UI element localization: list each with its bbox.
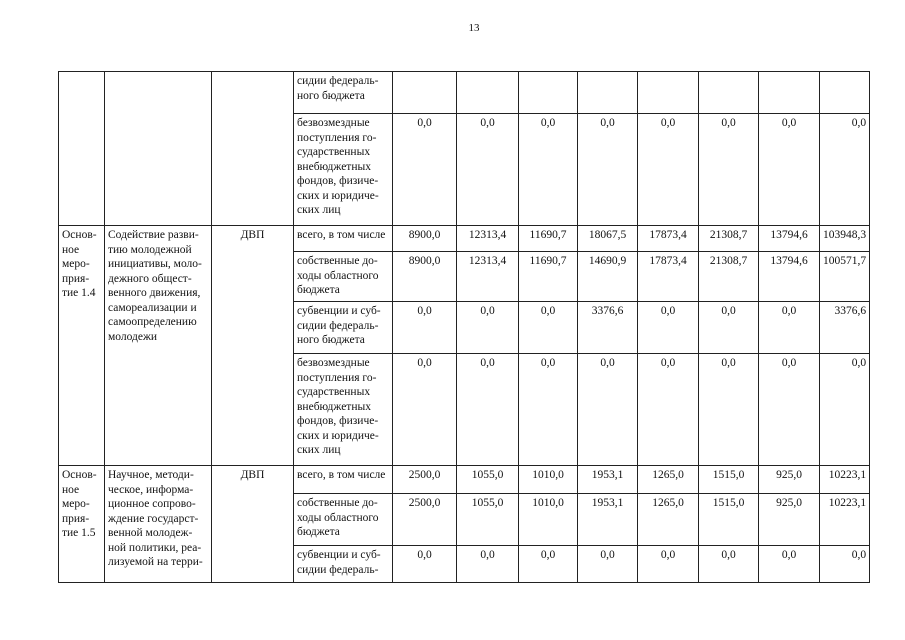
- total-value-cell: 100571,7: [820, 252, 870, 302]
- executor-cell: [212, 72, 294, 226]
- value-cell: 0,0: [759, 302, 820, 354]
- value-cell: 0,0: [393, 546, 457, 583]
- budget-table: [58, 71, 870, 583]
- value-cell: 0,0: [519, 302, 578, 354]
- measure-name-cell: Содействие разви- тию молодежной инициативы, моло- дежного общест- венного движения, самореализации и самоопределению молодежи: [105, 226, 212, 466]
- value-cell: 1515,0: [699, 494, 759, 546]
- funding-source-cell: собственные до- ходы областного бюджета: [294, 494, 393, 546]
- measure-name-cell: Научное, методи- ческое, информа- ционное сопрово- ждение государст- венной молодеж- ной политики, реа- лизуемой на терри-: [105, 466, 212, 583]
- value-cell: 925,0: [759, 466, 820, 494]
- table-row: [59, 466, 870, 494]
- value-cell: 0,0: [759, 546, 820, 583]
- value-cell: 925,0: [759, 494, 820, 546]
- value-cell: 17873,4: [638, 226, 699, 252]
- measure-code-cell: Основ- ное меро- прия- тие 1.4: [59, 226, 105, 466]
- value-cell: [638, 72, 699, 114]
- value-cell: 0,0: [759, 114, 820, 226]
- value-cell: [759, 72, 820, 114]
- total-value-cell: 0,0: [820, 354, 870, 466]
- value-cell: 0,0: [759, 354, 820, 466]
- total-value-cell: 10223,1: [820, 466, 870, 494]
- value-cell: 13794,6: [759, 252, 820, 302]
- value-cell: 11690,7: [519, 226, 578, 252]
- value-cell: 0,0: [519, 546, 578, 583]
- total-value-cell: 10223,1: [820, 494, 870, 546]
- funding-source-cell: безвозмездные поступления го- сударственных внебюджетных фондов, физиче- ских и юридиче- ских лиц: [294, 354, 393, 466]
- value-cell: 12313,4: [457, 252, 519, 302]
- funding-source-cell: всего, в том числе: [294, 466, 393, 494]
- value-cell: 0,0: [393, 354, 457, 466]
- table-row: [59, 226, 870, 252]
- value-cell: 2500,0: [393, 494, 457, 546]
- value-cell: 21308,7: [699, 252, 759, 302]
- funding-source-cell: собственные до- ходы областного бюджета: [294, 252, 393, 302]
- funding-source-cell: субвенции и суб- сидии федераль- ного бюджета: [294, 302, 393, 354]
- funding-source-cell: всего, в том числе: [294, 226, 393, 252]
- value-cell: 1515,0: [699, 466, 759, 494]
- value-cell: 0,0: [699, 302, 759, 354]
- value-cell: 1953,1: [578, 494, 638, 546]
- value-cell: 17873,4: [638, 252, 699, 302]
- value-cell: 1265,0: [638, 466, 699, 494]
- value-cell: 2500,0: [393, 466, 457, 494]
- value-cell: 0,0: [393, 302, 457, 354]
- total-value-cell: 103948,3: [820, 226, 870, 252]
- value-cell: 0,0: [638, 302, 699, 354]
- page-number: 13: [468, 22, 480, 34]
- value-cell: 1055,0: [457, 466, 519, 494]
- value-cell: [519, 72, 578, 114]
- measure-code-cell: Основ- ное меро- прия- тие 1.5: [59, 466, 105, 583]
- value-cell: 0,0: [457, 546, 519, 583]
- total-value-cell: 3376,6: [820, 302, 870, 354]
- value-cell: 0,0: [699, 354, 759, 466]
- value-cell: 1265,0: [638, 494, 699, 546]
- measure-code-cell: [59, 72, 105, 226]
- value-cell: [699, 72, 759, 114]
- measure-name-cell: [105, 72, 212, 226]
- value-cell: 1010,0: [519, 494, 578, 546]
- value-cell: 0,0: [638, 354, 699, 466]
- value-cell: [578, 72, 638, 114]
- value-cell: 1055,0: [457, 494, 519, 546]
- value-cell: 0,0: [699, 114, 759, 226]
- value-cell: 11690,7: [519, 252, 578, 302]
- value-cell: 0,0: [393, 114, 457, 226]
- executor-cell: ДВП: [212, 466, 294, 583]
- value-cell: 8900,0: [393, 226, 457, 252]
- value-cell: 0,0: [578, 354, 638, 466]
- total-value-cell: 0,0: [820, 546, 870, 583]
- funding-source-cell: безвозмездные поступления го- сударственных внебюджетных фондов, физиче- ских и юридиче- ских лиц: [294, 114, 393, 226]
- value-cell: 8900,0: [393, 252, 457, 302]
- funding-source-cell: сидии федераль- ного бюджета: [294, 72, 393, 114]
- value-cell: 0,0: [699, 546, 759, 583]
- value-cell: [393, 72, 457, 114]
- value-cell: 21308,7: [699, 226, 759, 252]
- value-cell: 13794,6: [759, 226, 820, 252]
- value-cell: 0,0: [519, 114, 578, 226]
- value-cell: 1010,0: [519, 466, 578, 494]
- total-value-cell: 0,0: [820, 114, 870, 226]
- value-cell: 1953,1: [578, 466, 638, 494]
- value-cell: 18067,5: [578, 226, 638, 252]
- value-cell: 3376,6: [578, 302, 638, 354]
- value-cell: 0,0: [638, 546, 699, 583]
- value-cell: 12313,4: [457, 226, 519, 252]
- funding-source-cell: субвенции и суб- сидии федераль-: [294, 546, 393, 583]
- value-cell: 0,0: [457, 354, 519, 466]
- value-cell: 0,0: [519, 354, 578, 466]
- value-cell: 0,0: [578, 114, 638, 226]
- value-cell: 0,0: [578, 546, 638, 583]
- value-cell: 0,0: [457, 114, 519, 226]
- value-cell: 0,0: [457, 302, 519, 354]
- total-value-cell: [820, 72, 870, 114]
- value-cell: [457, 72, 519, 114]
- value-cell: 0,0: [638, 114, 699, 226]
- table-row: [59, 72, 870, 114]
- executor-cell: ДВП: [212, 226, 294, 466]
- value-cell: 14690,9: [578, 252, 638, 302]
